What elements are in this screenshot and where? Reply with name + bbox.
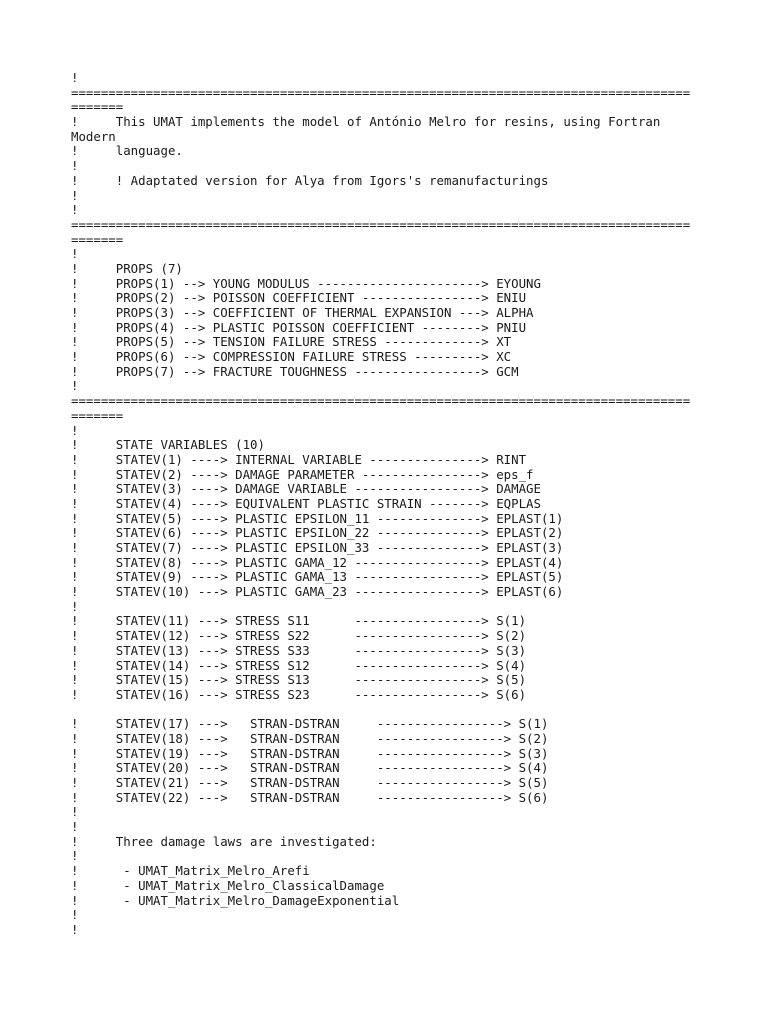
code-line: ! - UMAT_Matrix_Melro_ClassicalDamage [71,877,385,893]
code-line: ! PROPS(1) --> YOUNG MODULUS ----------------------> EYOUNG [71,275,541,291]
code-line: ! [71,378,79,394]
code-line: ! [71,246,79,262]
code-line: ! PROPS(5) --> TENSION FAILURE STRESS -------------> XT [71,334,512,350]
code-line: ! - UMAT_Matrix_Melro_DamageExponential [71,892,400,908]
code-line: ! [71,921,79,937]
code-line: ! STATEV(19) ---> STRAN-DSTRAN -----------------> S(3) [71,745,549,761]
code-line: ! STATEV(17) ---> STRAN-DSTRAN -----------------> S(1) [71,716,549,732]
code-line: ! STATEV(2) ----> DAMAGE PARAMETER ----------------> eps_f [71,466,534,482]
code-line: Modern [71,128,116,144]
code-line: ! STATEV(9) ----> PLASTIC GAMA_13 -----------------> EPLAST(5) [71,569,564,585]
code-line: ======= [71,407,124,423]
code-line: ! STATEV(3) ----> DAMAGE VARIABLE -----------------> DAMAGE [71,481,541,497]
code-line: ! STATEV(21) ---> STRAN-DSTRAN -----------------> S(5) [71,775,549,790]
code-line: ! [71,70,79,85]
code-line: ! [71,158,79,174]
code-line: ! [71,848,79,864]
code-line: ======= [71,99,124,115]
code-line: ! ! Adaptated version for Alya from Igors's remanufacturings [71,172,549,188]
code-line: ! [71,422,79,438]
code-line: ! STATEV(13) ---> STRESS S33 -----------------> S(3) [71,642,527,658]
code-line: ! STATEV(12) ---> STRESS S22 -----------------> S(2) [71,628,527,644]
code-line: ! STATEV(15) ---> STRESS S13 -----------------> S(5) [71,672,527,688]
code-line: =================================================================================== [71,216,691,232]
code-line: ! [71,598,79,614]
code-line: =================================================================================== [71,393,691,409]
code-line: ! [71,187,79,203]
code-line: ! STATEV(10) ---> PLASTIC GAMA_23 -----------------> EPLAST(6) [71,584,564,600]
code-line: ! This UMAT implements the model of António Melro for resins, using Fortran [71,114,661,130]
code-line: ! PROPS(3) --> COEFFICIENT OF THERMAL EXPANSION ---> ALPHA [71,305,534,320]
code-line [71,703,761,718]
code-line: ! language. [71,143,183,159]
code-line: ! [71,202,79,218]
code-line: ! [71,819,79,835]
code-line: ! STATEV(8) ----> PLASTIC GAMA_12 -----------------> EPLAST(4) [71,554,564,570]
code-line: ! STATEV(5) ----> PLASTIC EPSILON_11 --------------> EPLAST(1) [71,510,564,526]
code-line: ! STATEV(14) ---> STRESS S12 -----------------> S(4) [71,657,527,673]
fortran-comment-listing [71,71,761,938]
code-line: ! PROPS (7) [71,260,183,276]
code-line: ======= [71,231,124,247]
code-line: ! STATE VARIABLES (10) [71,437,265,453]
code-line: ! STATEV(20) ---> STRAN-DSTRAN -----------------> S(4) [71,760,549,776]
code-line: ! PROPS(6) --> COMPRESSION FAILURE STRESS ---------> XC [71,349,512,365]
code-line: ! STATEV(11) ---> STRESS S11 -----------------> S(1) [71,613,527,629]
code-line: ! STATEV(6) ----> PLASTIC EPSILON_22 --------------> EPLAST(2) [71,525,564,541]
code-line: =================================================================================== [71,84,691,100]
code-line: ! PROPS(7) --> FRACTURE TOUGHNESS -----------------> GCM [71,363,519,379]
code-line: ! PROPS(4) --> PLASTIC POISSON COEFFICIENT --------> PNIU [71,319,527,335]
code-line: ! STATEV(16) ---> STRESS S23 -----------------> S(6) [71,686,527,702]
code-line: ! STATEV(4) ----> EQUIVALENT PLASTIC STRAIN -------> EQPLAS [71,495,541,511]
code-line: ! PROPS(2) --> POISSON COEFFICIENT ----------------> ENIU [71,290,527,306]
code-line: ! - UMAT_Matrix_Melro_Arefi [71,863,310,879]
code-line: ! [71,804,79,820]
code-line: ! STATEV(7) ----> PLASTIC EPSILON_33 --------------> EPLAST(3) [71,540,564,555]
code-line: ! STATEV(1) ----> INTERNAL VARIABLE ---------------> RINT [71,451,527,467]
code-line: ! Three damage laws are investigated: [71,833,377,849]
code-line: ! STATEV(18) ---> STRAN-DSTRAN -----------------> S(2) [71,730,549,746]
code-line: ! STATEV(22) ---> STRAN-DSTRAN -----------------> S(6) [71,789,549,805]
code-line: ! [71,907,79,923]
